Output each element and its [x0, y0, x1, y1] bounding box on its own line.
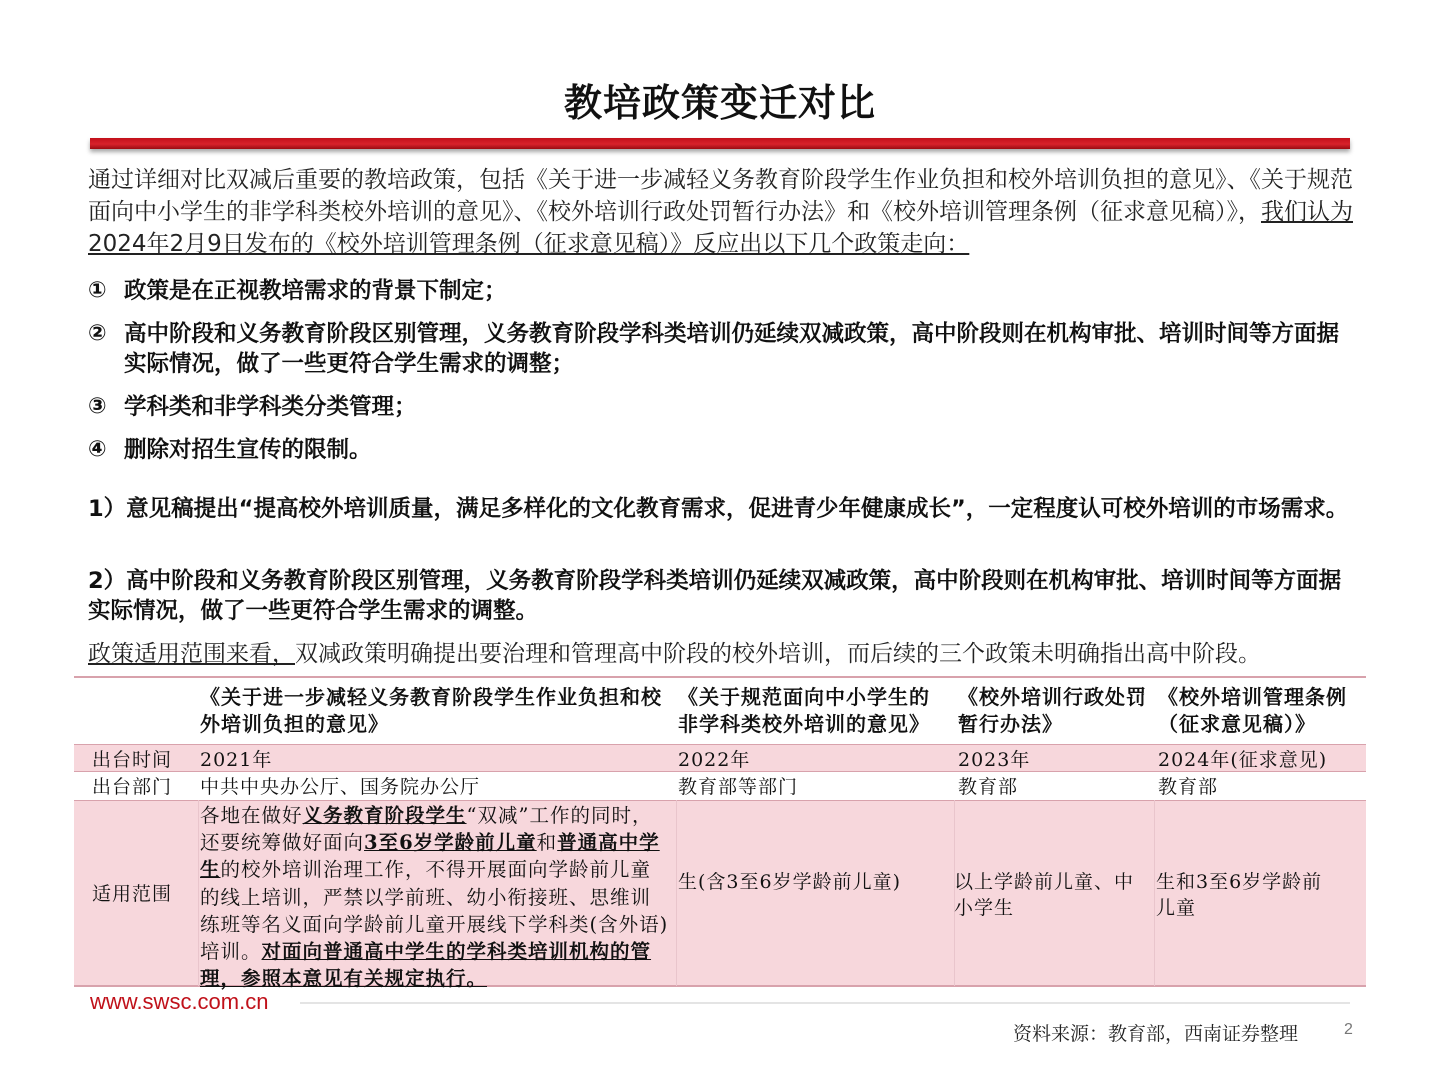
row-label-scope: 适用范围 [92, 883, 173, 905]
column-divider [1154, 800, 1155, 986]
table-cell: 教育部 [1158, 776, 1219, 798]
table-header-2: 《关于规范面向中小学生的非学科类校外培训的意见》 [678, 685, 930, 736]
row-label-time: 出台时间 [92, 749, 173, 771]
scope-text: 双减政策明确提出要治理和管理高中阶段的校外培训，而后续的三个政策未明确指出高中阶段。 [295, 641, 1261, 667]
scope-underlined-text: 政策适用范围来看， [88, 641, 295, 667]
footer-url: www.swsc.com.cn [90, 989, 269, 1014]
circled-number: ③ [88, 394, 107, 419]
table-cell: 教育部 [958, 776, 1019, 798]
list-item [88, 392, 1358, 422]
table-cell: 2024年(征求意见) [1158, 749, 1328, 771]
scope-detail-emphasis: 对面向普通高中学生的学科类培训机构的管理，参照本意见有关规定执行。 [200, 940, 652, 991]
column-divider [198, 800, 199, 986]
source-note: 资料来源：教育部，西南证券整理 [1013, 1023, 1299, 1045]
list-item [88, 435, 1358, 465]
circled-number: ② [88, 321, 107, 346]
scope-detail-emphasis: 义务教育阶段学生 [302, 804, 467, 827]
page-title: 教培政策变迁对比 [563, 81, 876, 125]
table-header-1: 《关于进一步减轻义务教育阶段学生作业负担和校外培训负担的意见》 [200, 685, 662, 736]
scope-detail-emphasis: 普通高中学生 [200, 831, 660, 882]
policy-comparison-table [74, 676, 1366, 991]
intro-underlined-text: 我们认为2024年2月9日发布的《校外培训管理条例（征求意见稿）》反应出以下几个政策走向： [88, 199, 1353, 257]
circled-number: ④ [88, 437, 107, 462]
list-item [88, 319, 1358, 379]
column-divider [676, 800, 677, 986]
list-item-text: 高中阶段和义务教育阶段区别管理，义务教育阶段学科类培训仍延续双减政策，高中阶段则在机构审批、培训时间等方面据实际情况，做了一些更符合学生需求的调整； [124, 321, 1340, 377]
row-divider [74, 800, 1366, 801]
scope-paragraph [88, 639, 1358, 669]
table-cell: 生和3至6岁学龄前儿童 [1156, 871, 1323, 919]
table-cell: 2021年 [200, 749, 273, 771]
scope-detail-text: 的校外培训治理工作，不得开展面向学龄前儿童的线上培训，严禁以学前班、幼小衔接班、思维训练班等名义面向学龄前儿童开展线下学科类(含外语)培训。 [200, 858, 669, 964]
list-item-text: 政策是在正视教培需求的背景下制定； [124, 278, 507, 304]
table-cell-scope-detail [200, 802, 670, 992]
intro-paragraph [88, 164, 1356, 260]
table-cell: 以上学龄前儿童、中小学生 [954, 871, 1135, 919]
scope-detail-text: “双减”工作的同时，还要统筹做好面向 [200, 804, 653, 855]
scope-detail-text: 各地在做好 [200, 804, 303, 827]
title-divider [90, 138, 1350, 149]
table-cell: 2022年 [678, 749, 751, 771]
circled-number: ① [88, 278, 107, 303]
table-top-border [74, 676, 1366, 678]
paragraph-1: 1）意见稿提出“提高校外培训质量，满足多样化的文化教育需求，促进青少年健康成长”，一定程度认可校外培训的市场需求。 [88, 496, 1349, 522]
list-item [88, 276, 1358, 306]
table-cell: 2023年 [958, 749, 1031, 771]
table-header-3: 《校外培训行政处罚暂行办法》 [958, 685, 1147, 736]
policy-trend-list [88, 276, 1358, 478]
list-item-text: 学科类和非学科类分类管理； [124, 394, 417, 420]
table-header-4: 《校外培训管理条例（征求意见稿）》 [1158, 685, 1347, 736]
list-item-text: 删除对招生宣传的限制。 [124, 437, 372, 463]
table-cell: 教育部等部门 [678, 776, 799, 798]
intro-text: 通过详细对比双减后重要的教培政策，包括《关于进一步减轻义务教育阶段学生作业负担和校外培训负担的意见》、《关于规范面向中小学生的非学科类校外培训的意见》、《校外培训行政处罚暂行办法》和《校外培训管理条例（征求意见稿）》， [88, 167, 1353, 225]
table-cell: 中共中央办公厅、国务院办公厅 [200, 776, 481, 798]
row-divider [74, 744, 1366, 745]
table-cell: 生(含3至6岁学龄前儿童) [678, 871, 902, 893]
row-label-dept: 出台部门 [92, 776, 173, 798]
page-number: 2 [1344, 1021, 1353, 1038]
scope-detail-text: 和 [536, 831, 558, 855]
scope-detail-emphasis: 3至6岁学龄前儿童 [364, 831, 537, 855]
footer-divider [300, 1002, 1350, 1004]
paragraph-2: 2）高中阶段和义务教育阶段区别管理，义务教育阶段学科类培训仍延续双减政策，高中阶段则在机构审批、培训时间等方面据实际情况，做了一些更符合学生需求的调整。 [88, 568, 1342, 624]
